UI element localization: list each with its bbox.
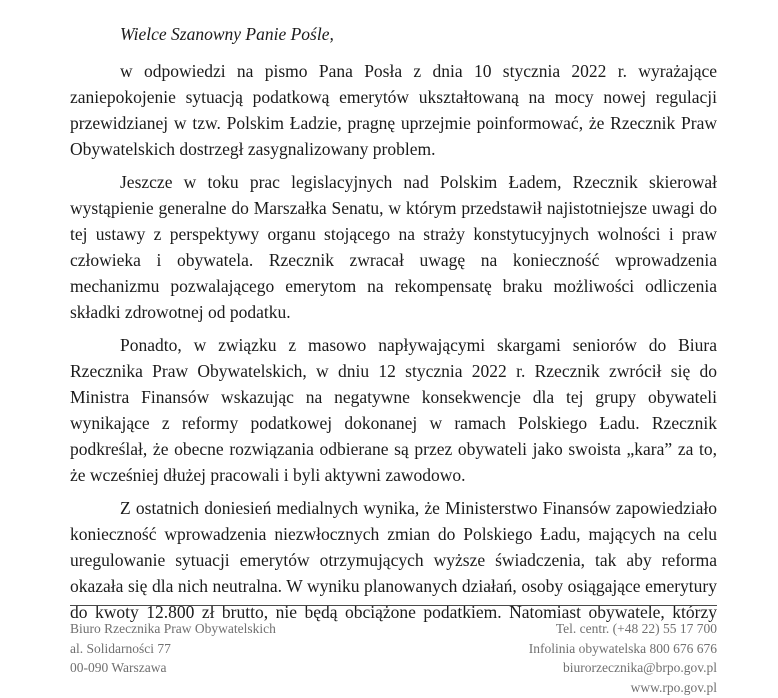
page-footer — [70, 605, 717, 697]
footer-contact-block — [529, 619, 717, 697]
footer-city: 00-090 Warszawa — [70, 660, 167, 675]
footer-website: www.rpo.gov.pl — [630, 679, 717, 695]
footer-address-block — [70, 619, 276, 678]
salutation: Wielce Szanowny Panie Pośle, — [120, 24, 334, 44]
footer-email: biurorzecznika@brpo.gov.pl — [562, 660, 717, 675]
footer-hotline: Infolinia obywatelska 800 676 676 — [528, 640, 717, 656]
paragraph-media-reports: Z ostatnich doniesień medialnych wynika, że Ministerstwo Finansów zapowiedziało konieczność wprowadzenia niezwłocznych zmian do Polskiego Ładu, mających na celu uregulowanie sytuacji emerytów otrzymujących wyższe świadczenia, tak aby reforma okazała się dla nich neutralna. W wyniku planowanych działań, osoby osiągające emerytury do kwoty 12.800 zł brutto, nie będą obciążone podatkiem. Natomiast obywatele, którzy — [70, 498, 717, 622]
paragraph-finance-minister: Ponadto, w związku z masowo napływającymi skargami seniorów do Biura Rzecznika Praw Obywatelskich, w dniu 12 stycznia 2022 r. Rzecznik zwrócił się do Ministra Finansów wskazując na negatywne konsekwencje dla tej grupy obywateli wynikające z reformy podatkowej dokonanej w ramach Polskiego Ładu. Rzecznik podkreślał, że obecne rozwiązania odbierane są przez obywateli jako swoista „kara” za to, że wcześniej dłużej pracowali i byli aktywni zawodowo. — [70, 335, 717, 485]
footer-divider — [70, 605, 717, 606]
footer-org-name: Biuro Rzecznika Praw Obywatelskich — [70, 621, 276, 636]
paragraph-senate-statement: Jeszcze w toku prac legislacyjnych nad Polskim Ładem, Rzecznik skierował wystąpienie generalne do Marszałka Senatu, w którym przedstawił najistotniejsze uwagi do tej ustawy z perspektywy organu stojącego na straży konstytucyjnych wolności i praw człowieka i obywatela. Rzecznik zwracał uwagę na konieczność wprowadzenia mechanizmu pozwalającego emerytom na rekompensatę braku możliwości odliczenia składki zdrowotnej od podatku. — [70, 172, 717, 322]
footer-phone: Tel. centr. (+48 22) 55 17 700 — [555, 621, 717, 636]
footer-columns — [70, 619, 717, 697]
footer-street: al. Solidarności 77 — [70, 640, 171, 656]
paragraph-response-intro: w odpowiedzi na pismo Pana Posła z dnia 10 stycznia 2022 r. wyrażające zaniepokojenie sytuacją podatkową emerytów ukształtowaną na mocy nowej regulacji przewidzianej w tzw. Polskim Ładzie, pragnę uprzejmie poinformować, że Rzecznik Praw Obywatelskich dostrzegł zasygnalizowany problem. — [70, 61, 717, 159]
